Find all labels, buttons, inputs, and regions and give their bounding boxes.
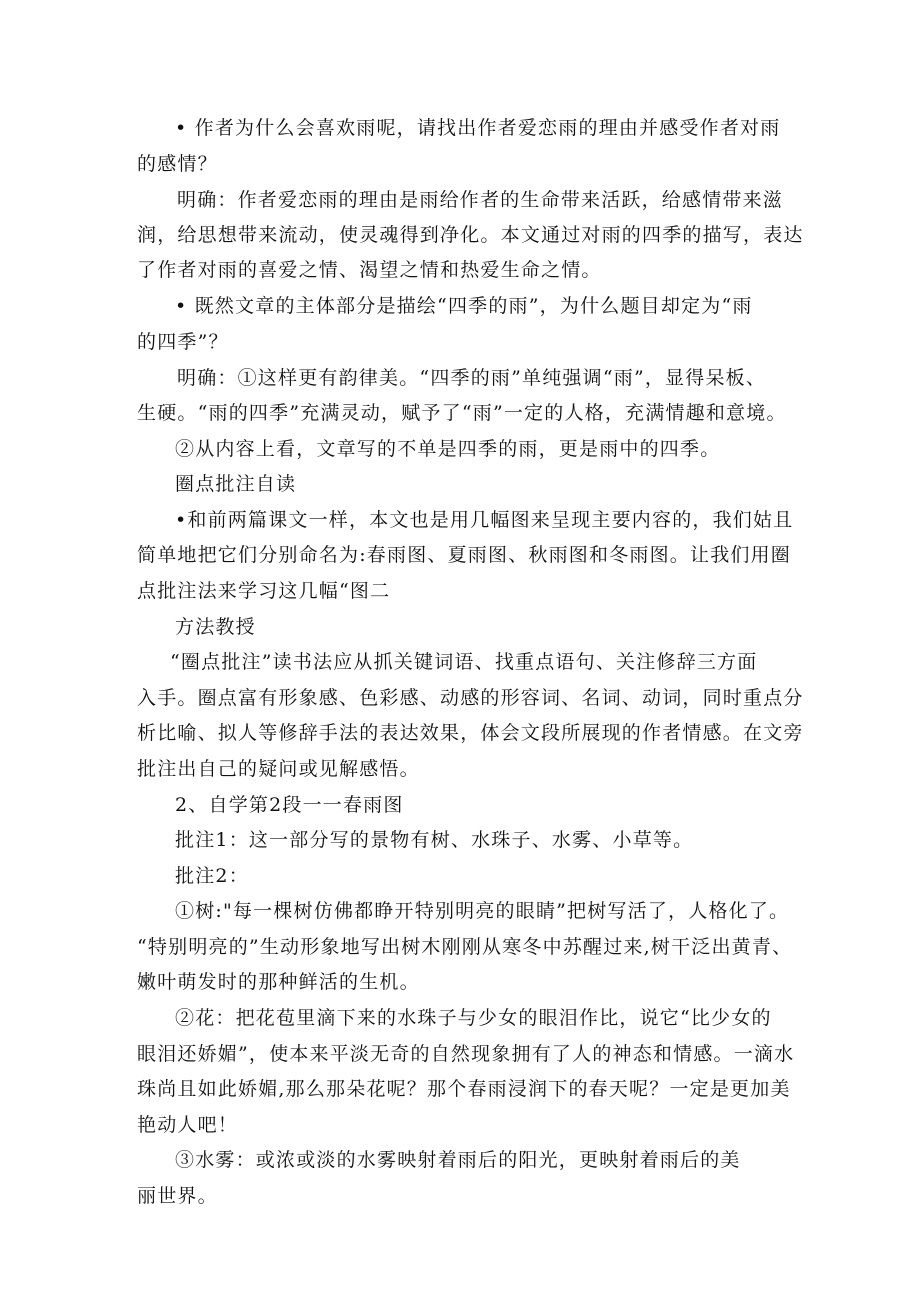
text-line: 丽世界。 [137, 1185, 218, 1207]
text-line: 批注2： [175, 865, 249, 887]
text-line: 批注出自己的疑问或见解感悟。 [137, 758, 420, 780]
text-line: 嫩叶萌发时的那种鲜活的生机。 [137, 971, 420, 993]
text-line: “特别明亮的”生动形象地写出树木刚刚从寒冬中苏醒过来,树干泛出黄青、 [137, 936, 793, 958]
text-line: 眼泪还娇媚”，使本来平淡无奇的自然现象拥有了人的神态和情感。一滴水 [137, 1043, 795, 1065]
text-line: • 作者为什么会喜欢雨呢，请找出作者爱恋雨的理由并感受作者对雨 [175, 117, 781, 139]
text-line: 艳动人吧！ [137, 1114, 239, 1136]
text-line: 的四季”？ [137, 331, 229, 353]
text-line: 了作者对雨的喜爱之情、渴望之情和热爱生命之情。 [137, 259, 602, 281]
text-line: 明确：①这样更有韵律美。“四季的雨”单纯强调“雨”，显得呆板、 [177, 367, 767, 389]
text-line: 简单地把它们分别命名为:春雨图、夏雨图、秋雨图和冬雨图。让我们用圈 [137, 544, 792, 566]
text-line: ③水雾：或浓或淡的水雾映射着雨后的阳光，更映射着雨后的美 [175, 1149, 741, 1171]
text-line: 批注1：这一部分写的景物有树、水珠子、水雾、小草等。 [175, 829, 694, 851]
text-line: ②从内容上看，文章写的不单是四季的雨，更是雨中的四季。 [175, 438, 721, 460]
text-line: ②花：把花苞里滴下来的水珠子与少女的眼泪作比，说它“比少女的 [175, 1007, 772, 1029]
text-line: 的感情？ [137, 153, 218, 175]
text-line: ①树:"每一棵树仿佛都睁开特别明亮的眼睛”把树写活了，人格化了。 [175, 900, 790, 922]
section-heading: 方法教授 [175, 616, 256, 638]
text-line: • 既然文章的主体部分是描绘“四季的雨”，为什么题目却定为“雨 [175, 295, 753, 317]
text-line: 明确：作者爱恋雨的理由是雨给作者的生命带来活跃，给感情带来滋 [177, 189, 784, 211]
text-line: 点批注法来学习这几幅“图二 [137, 580, 391, 602]
text-line: 析比喻、拟人等修辞手法的表达效果，体会文段所展现的作者情感。在文旁 [137, 722, 804, 744]
section-heading: 2、自学第2段一一春雨图 [175, 794, 404, 816]
text-line: “圈点批注”读书法应从抓关键词语、找重点语句、关注修辞三方面 [170, 651, 758, 673]
text-line: •和前两篇课文一样，本文也是用几幅图来呈现主要内容的，我们姑且 [175, 509, 794, 531]
text-line: 生硬。“雨的四季”充满灵动，赋予了“雨”一定的人格，充满情趣和意境。 [137, 402, 787, 424]
text-line: 润，给思想带来流动，使灵魂得到净化。本文通过对雨的四季的描写，表达 [137, 224, 804, 246]
text-line: 珠尚且如此娇媚,那么那朵花呢？那个春雨浸润下的春天呢？一定是更加美 [137, 1078, 791, 1100]
text-line: 入手。圈点富有形象感、色彩感、动感的形容词、名词、动词，同时重点分 [137, 687, 804, 709]
section-heading: 圈点批注自读 [175, 473, 297, 495]
